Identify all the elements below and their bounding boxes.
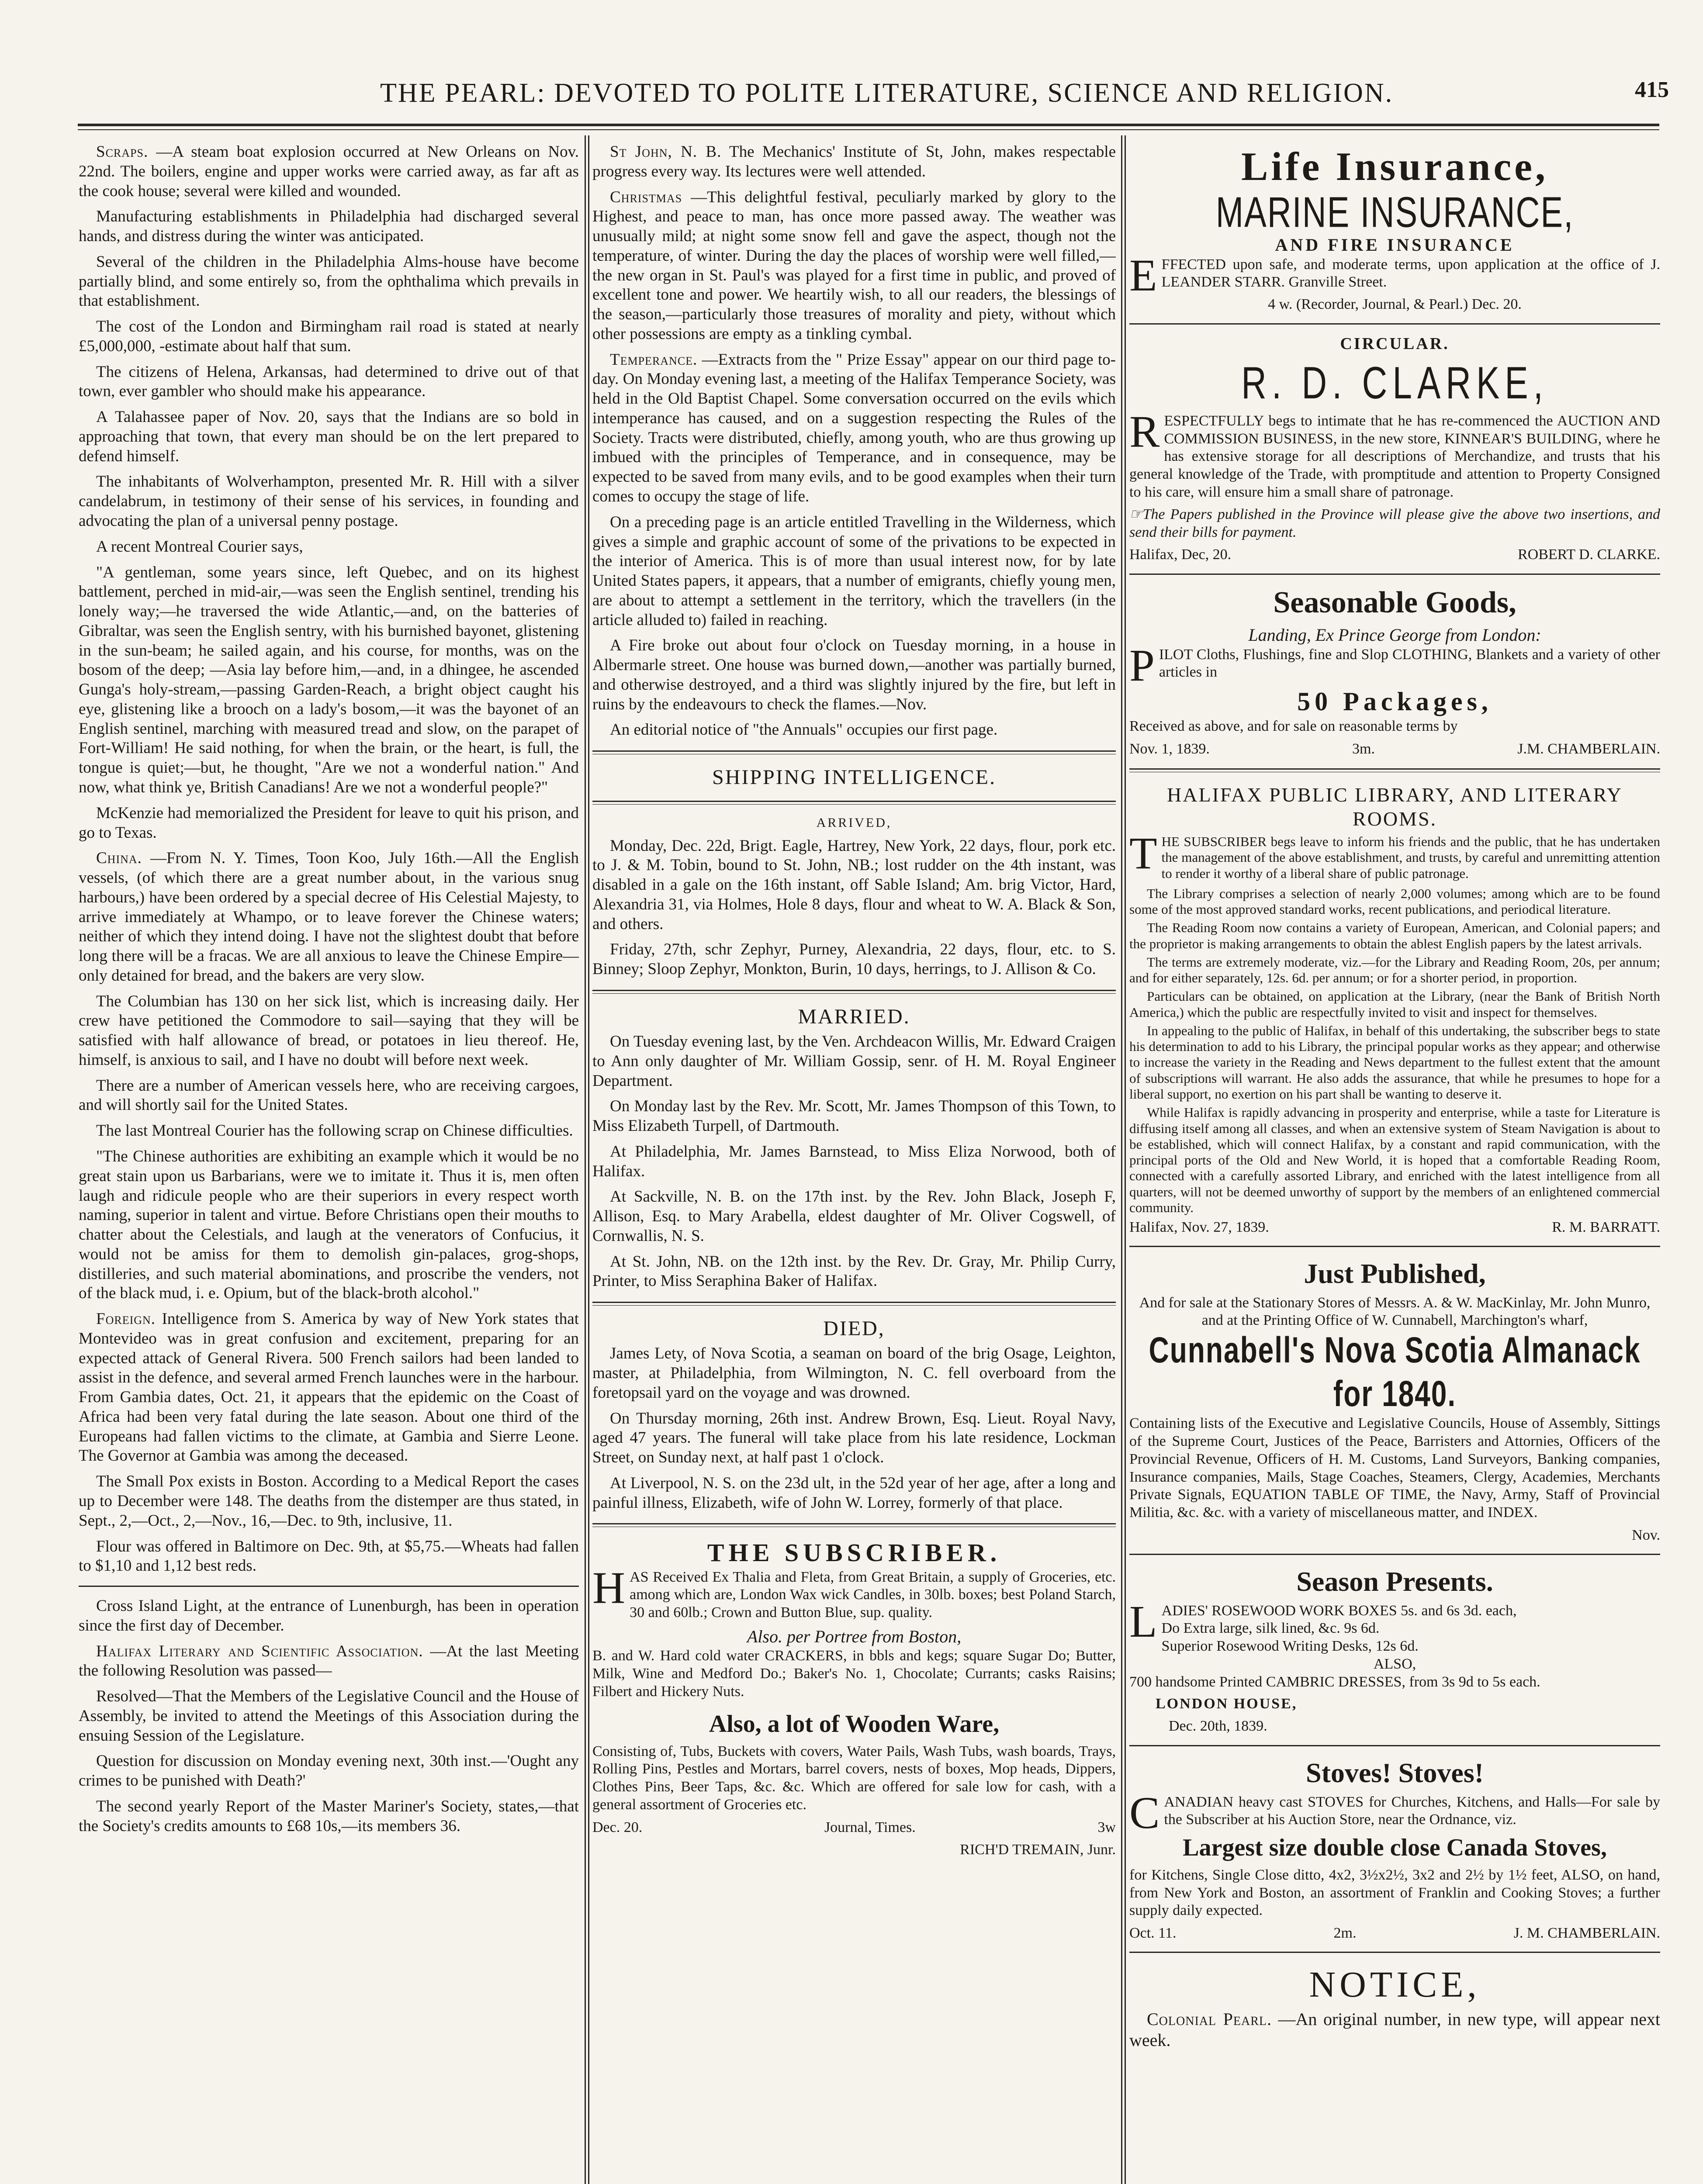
paragraph-text: "The Chinese authorities are exhibiting an example which it would be no great stain upon us Barbarians, were we to imitate it. Thus it is, men often laugh and ridicule people who are their superiors in every respect worth naming, superior in talent and virtue. Before Christians open their mouths to chatter about the Celestials, and laugh at the venerators of Confucius, it would not be amiss for them to demolish gin-palaces, grog-shops, distilleries, and such material abominations, and proscribe the venders, not of the black mud, i. e. Opium, but of the black-broth alcohol." <box>79 1147 579 1303</box>
ad-line: ALSO, <box>1373 1655 1416 1672</box>
paragraph-text: A Fire broke out about four o'clock on Tuesday morning, in a house in Albermarle street. One house was burned down,—another was partially burned, and otherwise destroyed, and a third was slightly injured by the fire, but left in ruins by the endeavours to check the flames.—Nov. <box>592 636 1116 713</box>
section-rule <box>1129 1554 1660 1555</box>
paragraph <box>79 1121 579 1141</box>
paragraph-text: A recent Montreal Courier says, <box>96 537 303 556</box>
ad-signature: ROBERT D. CLARKE. <box>1517 546 1660 563</box>
paragraph <box>79 804 579 843</box>
library-title: HALIFAX PUBLIC LIBRARY, AND LITERARY ROOMS. <box>1167 783 1623 830</box>
ad-date: Nov. 1, 1839. <box>1129 740 1210 757</box>
ad-line: 700 handsome Printed CAMBRIC DRESSES, from 3s 9d to 5s each. <box>1129 1673 1540 1690</box>
paragraph <box>592 1142 1116 1182</box>
page-number: 415 <box>1635 77 1669 102</box>
paragraph <box>79 1687 579 1745</box>
section-rule <box>1129 768 1660 772</box>
paragraph-text: James Lety, of Nova Scotia, a seaman on board of the brig Osage, Leighton, master, at Philadelphia, from Wilmington, N. C. fell overboard from the foretopsail yard on the voyage and was drowned. <box>592 1344 1116 1402</box>
arrived-subheading: ARRIVED, <box>816 816 892 830</box>
column-divider <box>1125 135 1126 2184</box>
ad-note: ☞The Papers published in the Province will please give the above two insertions, and send their bills for payment. <box>1129 506 1660 540</box>
paragraph <box>79 142 579 201</box>
library-advertisement <box>1129 783 1660 1237</box>
seasonable-goods-advertisement <box>1129 584 1660 758</box>
column-divider <box>585 135 586 2184</box>
clarke-name: R. D. CLARKE, <box>1241 357 1548 408</box>
paragraph <box>79 252 579 311</box>
notice <box>1129 1963 1660 2051</box>
paragraph <box>79 408 579 466</box>
ad-body: ESPECTFULLY begs to intimate that he has re-commenced the AUCTION AND COMMISSION BUSINESS, in the new store, KINNEAR'S BUILDING, where he has extensive storage for all descriptions of Merchandize, and trusts that his general knowledge of the Trade, with promptitude and attention to Property Consigned to his care, will ensure him a small share of patronage. <box>1129 412 1660 500</box>
news-items-lower <box>79 1597 579 1836</box>
section-rule <box>1129 323 1660 325</box>
shipping-heading: SHIPPING INTELLIGENCE. <box>712 766 996 789</box>
section-rule <box>592 1523 1116 1527</box>
stoves-title: Stoves! Stoves! <box>1305 1757 1484 1789</box>
paragraph <box>79 992 579 1070</box>
paragraph <box>592 188 1116 344</box>
paragraph <box>592 1032 1116 1091</box>
subscriber-advertisement <box>592 1538 1116 1859</box>
library-paragraphs <box>1129 886 1660 1216</box>
dropcap: T <box>1129 828 1157 879</box>
dropcap: E <box>1129 250 1157 301</box>
masthead <box>0 0 1703 144</box>
ad-date: Dec. 20. <box>592 1819 643 1835</box>
masthead-rule-thin <box>78 129 1659 130</box>
paragraph-text: On a preceding page is an article entitled Travelling in the Wilderness, which gives a simple and graphic account of some of the privations to be expected in the interior of America. This is of more than usual interest now, for by late United States papers, it appears, that a number of emigrants, chiefly young men, are about to attempt a settlement in the territory, which the travellers (in the article alluded to) failed in reaching. <box>592 513 1116 629</box>
almanack-advertisement <box>1129 1257 1660 1544</box>
paragraph-text: Question for discussion on Monday evening next, 30th inst.—'Ought any crimes to be punished with Death?' <box>79 1752 579 1790</box>
ad-body: FFECTED upon safe, and moderate terms, upon application at the office of J. LEANDER STARR. Granville Street. <box>1161 256 1660 290</box>
paragraph-text: The Mechanics' Institute of St, John, makes respectable progress every way. Its lectures were well attended. <box>592 143 1116 180</box>
ad-body-2: B. and W. Hard cold water CRACKERS, in bbls and kegs; square Sugar Do; Butter, Milk, Wine and Medford Do.; Baker's No. 1, Chocolate; Currants; casks Raisins; Filbert and Hickery Nuts. <box>592 1648 1116 1700</box>
section-rule <box>592 801 1116 805</box>
circular-advertisement <box>1129 334 1660 563</box>
paragraph-lead: Halifax Literary and Scientific Association. <box>96 1642 423 1660</box>
paragraph <box>79 1797 579 1836</box>
paragraph-text: Friday, 27th, schr Zephyr, Purney, Alexandria, 22 days, flour, etc. to S. Binney; Sloop Zephyr, Monkton, Burin, 10 days, herrings, to J. Allison & Co. <box>592 940 1116 978</box>
section-rule <box>1129 1246 1660 1247</box>
ad-line: Superior Rosewood Writing Desks, 12s 6d. <box>1161 1638 1419 1655</box>
library-paragraph: The Reading Room now contains a variety of European, American, and Colonial papers; and the proprietor is making arrangements to obtain the ablest English papers by the latest arrivals. <box>1129 920 1660 951</box>
ad-body-3: Consisting of, Tubs, Buckets with covers, Water Pails, Wash Tubs, wash boards, Trays, Rolling Pins, Pestles and Mortars, barrel covers, nests of boxes, Mop heads, Dippers, Clothes Pins, Beer Taps, &c. &c. Which are offered for sale low for cash, with a general assortment of Groceries etc. <box>592 1743 1116 1813</box>
paragraph-text: The inhabitants of Wolverhampton, presented Mr. R. Hill with a silver candelabrum, in testimony of their sense of his services, in founding and advocating the plan of a universal penny postage. <box>79 473 579 530</box>
notice-lead: Colonial Pearl. <box>1147 2009 1272 2029</box>
packages-line: 50 Packages, <box>1297 687 1492 716</box>
paragraph-text: On Thursday morning, 26th inst. Andrew Brown, Esq. Lieut. Royal Navy, aged 47 years. The funeral will take place from his late residence, Lockman Street, on Sunday next, at half past 1 o'clock. <box>592 1409 1116 1467</box>
notice-title: NOTICE, <box>1309 1964 1481 2005</box>
editorial-items <box>592 142 1116 740</box>
section-rule <box>1129 1745 1660 1746</box>
paragraph-text: Intelligence from S. America by way of New York states that Montevideo was in great confusion and excitement, preparing for an expected attack of General Rivera. 500 French sailors had been landed to assist in the defence, and several armed French launches were in the harbour. From Gambia dates, Oct. 21, it appears that the epidemic on the Coast of Africa had been very fatal during the late season. About one third of the Europeans had fallen victims to the climate, at Gambia and Sierre Leone. The Governor at Gambia was among the deceased. <box>79 1310 579 1465</box>
stoves-advertisement <box>1129 1756 1660 1942</box>
notice-text: —An original number, in new type, will appear next week. <box>1129 2009 1660 2050</box>
column-3 <box>1129 142 1660 2184</box>
section-rule <box>1129 1952 1660 1953</box>
ad-signature: J.M. CHAMBERLAIN. <box>1517 740 1660 757</box>
section-rule <box>592 990 1116 994</box>
paragraph <box>79 1752 579 1791</box>
paragraph <box>79 1537 579 1576</box>
london-house: LONDON HOUSE, <box>1156 1696 1298 1712</box>
paragraph <box>592 350 1116 507</box>
ad-lines <box>1129 1596 1660 1691</box>
ad-body: ILOT Cloths, Flushings, fine and Slop CLOTHING, Blankets and a variety of other articles in <box>1159 646 1660 681</box>
paragraph <box>592 1409 1116 1468</box>
paragraph-text: At Sackville, N. B. on the 17th inst. by the Rev. John Black, Joseph F, Allison, Esq. to Mary Arabella, eldest daughter of Mr. Oliver Cogswell, of Cornwallis, N. S. <box>592 1188 1116 1245</box>
paragraph-text: —From N. Y. Times, Toon Koo, July 16th.—All the English vessels, (of which there are a great number about, in the various snug harbours,) have been ordered by a special decree of His Celestial Majesty, to arrive immediately at Whampo, or to leave forever the Chinese waters; neither of which they intend doing. I have not the slightest doubt that before long there will be a fracas. We are all anxious to leave the Chinese Empire—only detained for bread, and the bakers are very slow. <box>79 849 579 985</box>
paragraph <box>592 513 1116 630</box>
ad-body: HE SUBSCRIBER begs leave to inform his friends and the public, that he has undertaken the management of the above establishment, and trusts, by careful and unremitting attention to render it worthy of a liberal share of public patronage. <box>1161 834 1660 881</box>
ad-code: 3m. <box>1352 740 1375 757</box>
paragraph-text: —This delightful festival, peculiarly marked by glory to the Highest, and peace to man, has once more passed away. The weather was unusually mild; at night some snow fell and gave the aspect, though not the temperature, of winter. During the day the places of worship were well filled,—the new organ in St. Paul's was played for a first time in public, and proved of excellent tone and power. We heartily wish, to all our readers, the blessings of the season,—particularly those treasures of morality and piety, without which other possessions are empty as a tinkling cymbal. <box>592 188 1116 343</box>
ad-code: 2m. <box>1333 1925 1357 1942</box>
column-divider <box>1121 135 1122 2184</box>
paragraph <box>79 363 579 402</box>
column-divider <box>588 135 589 2184</box>
paragraph-lead: Scraps. <box>96 143 149 161</box>
ad-body-2: for Kitchens, Single Close ditto, 4x2, 3½x2½, 3x2 and 2½ by 1½ feet, ALSO, on hand, from New York and Boston, an assortment of Franklin and Cooking Stoves; a further supply daily expected. <box>1129 1866 1660 1919</box>
paragraph <box>592 1252 1116 1292</box>
paragraph-lead: Christmas <box>610 188 682 206</box>
section-rule <box>592 1302 1116 1306</box>
ad-intro: And for sale at the Stationary Stores of Messrs. A. & W. MacKinlay, Mr. John Munro, and at the Printing Office of W. Cunnabell, Marchington's wharf, <box>1139 1294 1651 1329</box>
married-entries <box>592 1032 1116 1291</box>
paragraph-text: The second yearly Report of the Master Mariner's Society, states,—that the Society's credits amounts to £68 10s,—its members 36. <box>79 1797 579 1835</box>
library-paragraph: Particulars can be obtained, on application at the Library, (near the Bank of British North America,) which the public are respectfully invited to visit and inspect for themselves. <box>1129 988 1660 1020</box>
dropcap: L <box>1129 1596 1157 1647</box>
ad-code: 3w <box>1097 1819 1116 1835</box>
paragraph-text: —Extracts from the " Prize Essay" appear on our third page to-day. On Monday evening last, a meeting of the Halifax Temperance Society, was held in the Old Baptist Chapel. Some conversation occurred on the evils which intemperance has caused, and on a suggestion respecting the Rules of the Society. Tracts were distributed, chiefly, among youth, who are thus growing up imbued with the principles of Temperance, and in consequence, may be expected to be saved from many evils, and to be good examples when their turn comes to occupy the stage of life. <box>592 350 1116 506</box>
paragraph-text: The Columbian has 130 on her sick list, which is increasing daily. Her crew have petitioned the Commodore to sail—saying that they will be satisfied with half allowance of bread, or potatoes in lieu thereof. He, himself, is anxious to sail, and I have no doubt will before next week. <box>79 992 579 1069</box>
paragraph <box>79 317 579 356</box>
paragraph <box>79 563 579 798</box>
ad-date: Halifax, Nov. 27, 1839. <box>1129 1219 1269 1236</box>
paragraph-text: The Small Pox exists in Boston. According to a Medical Report the cases up to December were 148. The deaths from the distemper are thus stated, in Sept., 2,—Oct., 2,—Nov., 16,—Dec. to 9th, inclusive, 11. <box>79 1472 579 1530</box>
ad-italic-line: Also. per Portree from Boston, <box>747 1626 962 1646</box>
paragraph-text: The cost of the London and Birmingham rail road is stated at nearly £5,000,000, -estimate about half that sum. <box>79 318 579 355</box>
ad-line: Do Extra large, silk lined, &c. 9s 6d. <box>1161 1620 1380 1637</box>
largest-stoves-line: Largest size double close Canada Stoves, <box>1183 1834 1607 1862</box>
news-items <box>79 142 579 1576</box>
paragraph <box>79 1310 579 1466</box>
paragraph-text: Cross Island Light, at the entrance of Lunenburgh, has been in operation since the first day of December. <box>79 1597 579 1635</box>
section-rule <box>79 1586 579 1587</box>
marine-insurance-title: MARINE INSURANCE, <box>1215 188 1574 237</box>
paragraph-lead: Foreign. <box>96 1310 156 1328</box>
ad-signature: J. M. CHAMBERLAIN. <box>1513 1925 1660 1942</box>
died-entries <box>592 1344 1116 1513</box>
paragraph <box>592 836 1116 934</box>
paragraph <box>592 1474 1116 1513</box>
almanack-title: Cunnabell's Nova Scotia Almanack for 1840. <box>1149 1329 1641 1414</box>
ad-body: AS Received Ex Thalia and Fleta, from Great Britain, a supply of Groceries, etc. among which are, London Wax wick Candles, in 30lb. boxes; best Poland Starch, 30 and 60lb.; Crown and Button Blue, sup. quality. <box>630 1569 1116 1621</box>
paragraph-text: The last Montreal Courier has the following scrap on Chinese difficulties. <box>96 1122 573 1140</box>
shipping-entries <box>592 836 1116 979</box>
paragraph-text: "A gentleman, some years since, left Quebec, and on its highest battlement, perched in mid-air,—was seen the English sentinel, trending his lonely way;—he traversed the wide Atlantic,—and, on the batteries of Gibraltar, was seen the English sentry, with his burnished bayonet, glistening in the sun-beam; he sailed again, and his course, for months, was on the bosom of the deep; —Asia lay before him,—and, in a dhingee, he ascended Gunga's holy-stream,—passing Garden-Reach, a bright object caught his eye, glistening like a brooch on a lady's bosom,—it was the bayonet of an English sentinel, marching with measured tread and slow, on the parapet of Fort-William! He said nothing, for when the brain, or the heart, is full, the tongue is quiet;—but, he thought, "Are we not a wonderful nation." And now, what think ye, British Canadians! Are we not a wonderful people?" <box>79 563 579 796</box>
paragraph <box>79 207 579 246</box>
just-published-title: Just Published, <box>1304 1258 1486 1289</box>
paragraph <box>592 1187 1116 1246</box>
paragraph <box>79 1472 579 1531</box>
paragraph <box>79 1642 579 1681</box>
dropcap: R <box>1129 406 1160 457</box>
column-2 <box>592 142 1116 2184</box>
masthead-rule <box>78 124 1659 126</box>
circular-heading: CIRCULAR. <box>1340 335 1450 353</box>
paragraph <box>79 472 579 531</box>
newspaper-title: THE PEARL: DEVOTED TO POLITE LITERATURE, SCIENCE AND RELIGION. <box>380 78 1394 108</box>
ad-footer: 4 w. (Recorder, Journal, & Pearl.) Dec. 20. <box>1268 296 1522 313</box>
paragraph <box>592 636 1116 714</box>
ad-line: ADIES' ROSEWOOD WORK BOXES 5s. and 6s 3d. each, <box>1161 1602 1517 1619</box>
paragraph-text: —A steam boat explosion occurred at New Orleans on Nov. 22nd. The boilers, engine and upper works were carried away, as far aft as the cook house; several were killed and wounded. <box>79 143 579 200</box>
life-insurance-title: Life Insurance, <box>1241 144 1548 189</box>
section-rule <box>1129 574 1660 575</box>
paragraph <box>592 1097 1116 1136</box>
library-paragraph: In appealing to the public of Halifax, in behalf of this undertaking, the subscriber begs to state his determination to add to his Library, the principal popular works as they appear; and otherwise to increase the variety in the Reading and News department to the fullest extent that the amount of subscriptions will warrant. He also adds the assurance, that while he presumes to hope for a liberal support, no exertion on his part shall be wanting to deserve it. <box>1129 1023 1660 1102</box>
paragraph-text: On Tuesday evening last, by the Ven. Archdeacon Willis, Mr. Edward Craigen to Ann only daughter of Mr. William Gossip, senr. of H. M. Royal Engineer Department. <box>592 1033 1116 1090</box>
paragraph-text: At Philadelphia, Mr. James Barnstead, to Miss Eliza Norwood, both of Halifax. <box>592 1142 1116 1180</box>
died-heading: DIED, <box>823 1317 885 1341</box>
wooden-ware-line: Also, a lot of Wooden Ware, <box>709 1710 1000 1738</box>
paragraph-text: At St. John, NB. on the 12th inst. by the Rev. Dr. Gray, Mr. Philip Curry, Printer, to Miss Seraphina Baker of Halifax. <box>592 1252 1116 1290</box>
paragraph-text: Resolved—That the Members of the Legislative Council and the House of Assembly, be invited to attend the Meetings of this Association during the ensuing Session of the Legislature. <box>79 1687 579 1745</box>
ad-signature: RICH'D TREMAIN, Junr. <box>960 1841 1116 1858</box>
paragraph-lead: St John, N. B. <box>610 143 722 161</box>
paragraph <box>79 1076 579 1116</box>
paragraph <box>592 940 1116 979</box>
paragraph <box>79 1597 579 1636</box>
paragraph-text: At Liverpool, N. S. on the 23d ult, in the 52d year of her age, after a long and painful illness, Elizabeth, wife of John W. Lorrey, formerly of that place. <box>592 1474 1116 1512</box>
seasonable-subtitle: Landing, Ex Prince George from London: <box>1248 625 1541 645</box>
ad-code: Nov. <box>1632 1527 1660 1543</box>
paragraph-text: Monday, Dec. 22d, Brigt. Eagle, Hartrey, New York, 22 days, flour, pork etc. to J. & M. Tobin, bound to St. John, NB.; lost rudder on the 4th instant, was disabled in a gale on the 16th instant, off Sable Island; Am. brig Victor, Hard, Alexandria 31, via Holmes, Hole 8 days, flour and wheat to W. A. Black & Son, and others. <box>592 836 1116 933</box>
married-heading: MARRIED. <box>798 1005 910 1028</box>
dropcap: H <box>592 1562 626 1613</box>
paragraph <box>79 1147 579 1303</box>
paragraph-text: Flour was offered in Baltimore on Dec. 9th, at $5,75.—Wheats had fallen to $1,10 and 1,12 best reds. <box>79 1537 579 1575</box>
paragraph-text: An editorial notice of "the Annuals" occupies our first page. <box>610 721 998 739</box>
dropcap: P <box>1129 640 1155 691</box>
paragraph-lead: Temperance. <box>610 350 698 369</box>
season-presents-title: Season Presents. <box>1296 1566 1493 1597</box>
ad-date: Dec. 20th, 1839. <box>1169 1718 1267 1735</box>
paragraph-text: —At the last Meeting the following Resolution was passed— <box>79 1642 579 1680</box>
fire-insurance-subtitle: AND FIRE INSURANCE <box>1275 235 1515 255</box>
ad-body: Containing lists of the Executive and Legislative Councils, House of Assembly, Sittings of the Supreme Court, Justices of the Peace, Barristers and Attornies, Officers of the Provincial Revenue, Officers of H. M. Customs, Land Surveyors, Banking companies, Insurance companies, Mails, Stage Coaches, Steamers, Clergy, Academies, Merchants Private Signals, EQUATION TABLE OF TIME, the Navy, Army, Staff of Provincial Militia, &c. &c. with a variety of miscellaneous matter, and INDEX. <box>1129 1415 1660 1521</box>
insurance-advertisement <box>1129 142 1660 314</box>
library-paragraph: The Library comprises a selection of nearly 2,000 volumes; among which are to be found some of the most approved standard works, recent publications, and periodical literature. <box>1129 885 1660 917</box>
paragraph-lead: China. <box>96 849 142 867</box>
paragraph <box>592 720 1116 740</box>
paragraph-text: On Monday last by the Rev. Mr. Scott, Mr. James Thompson of this Town, to Miss Elizabeth Turpell, of Dartmouth. <box>592 1097 1116 1135</box>
paragraph <box>592 142 1116 182</box>
ad-signature: R. M. BARRATT. <box>1552 1219 1660 1236</box>
paragraph-text: The citizens of Helena, Arkansas, had determined to drive out of that town, ever gambler who should make his appearance. <box>79 363 579 401</box>
column-1 <box>79 142 579 2184</box>
paragraph <box>79 537 579 557</box>
subscriber-title: THE SUBSCRIBER. <box>707 1538 1001 1567</box>
library-paragraph: The terms are extremely moderate, viz.—for the Library and Reading Room, 20s, per annum; and for either separately, 12s. 6d. per annum; or for a shorter period, in proportion. <box>1129 954 1660 986</box>
ad-footer: Received as above, and for sale on reasonable terms by <box>1129 718 1458 734</box>
paragraph-text: McKenzie had memorialized the President for leave to quit his prison, and go to Texas. <box>79 804 579 842</box>
ad-date: Oct. 11. <box>1129 1925 1177 1942</box>
ad-body: ANADIAN heavy cast STOVES for Churches, Kitchens, and Halls—For sale by the Subscriber at his Auction Store, near the Ordnance, viz. <box>1164 1794 1660 1828</box>
paragraph-text: Manufacturing establishments in Philadelphia had discharged several hands, and distress during the winter was anticipated. <box>79 207 579 245</box>
paragraph-text: There are a number of American vessels here, who are receiving cargoes, and will shortly sail for the United States. <box>79 1076 579 1114</box>
section-rule <box>592 750 1116 754</box>
seasonable-title: Seasonable Goods, <box>1273 585 1516 619</box>
paragraph-text: Several of the children in the Philadelphia Alms-house have become partially blind, and some entirely so, from the ophthalima which prevails in that establishment. <box>79 252 579 310</box>
ad-place-date: Halifax, Dec, 20. <box>1129 546 1232 563</box>
paragraph <box>79 849 579 985</box>
library-paragraph: While Halifax is rapidly advancing in prosperity and enterprise, while a taste for Literature is diffusing itself among all classes, and when an extensive system of Steam Navigation is about to be established, which will connect Halifax, by a constant and rapid communication, with the principal ports of the Old and New World, it is hoped that a comfortable Reading Room, connected with a carefully assorted Library, and enriched with the latest intelligence from all quarters, will not be deemed unworthy of support by the members of an enlightened commercial community. <box>1129 1105 1660 1215</box>
dropcap: C <box>1129 1787 1160 1838</box>
season-presents-advertisement <box>1129 1565 1660 1735</box>
paragraph <box>592 1344 1116 1403</box>
ad-papers: Journal, Times. <box>824 1819 916 1835</box>
paragraph-text: A Talahassee paper of Nov. 20, says that the Indians are so bold in approaching that town, that every man should be on the lert prepared to defend himself. <box>79 408 579 465</box>
